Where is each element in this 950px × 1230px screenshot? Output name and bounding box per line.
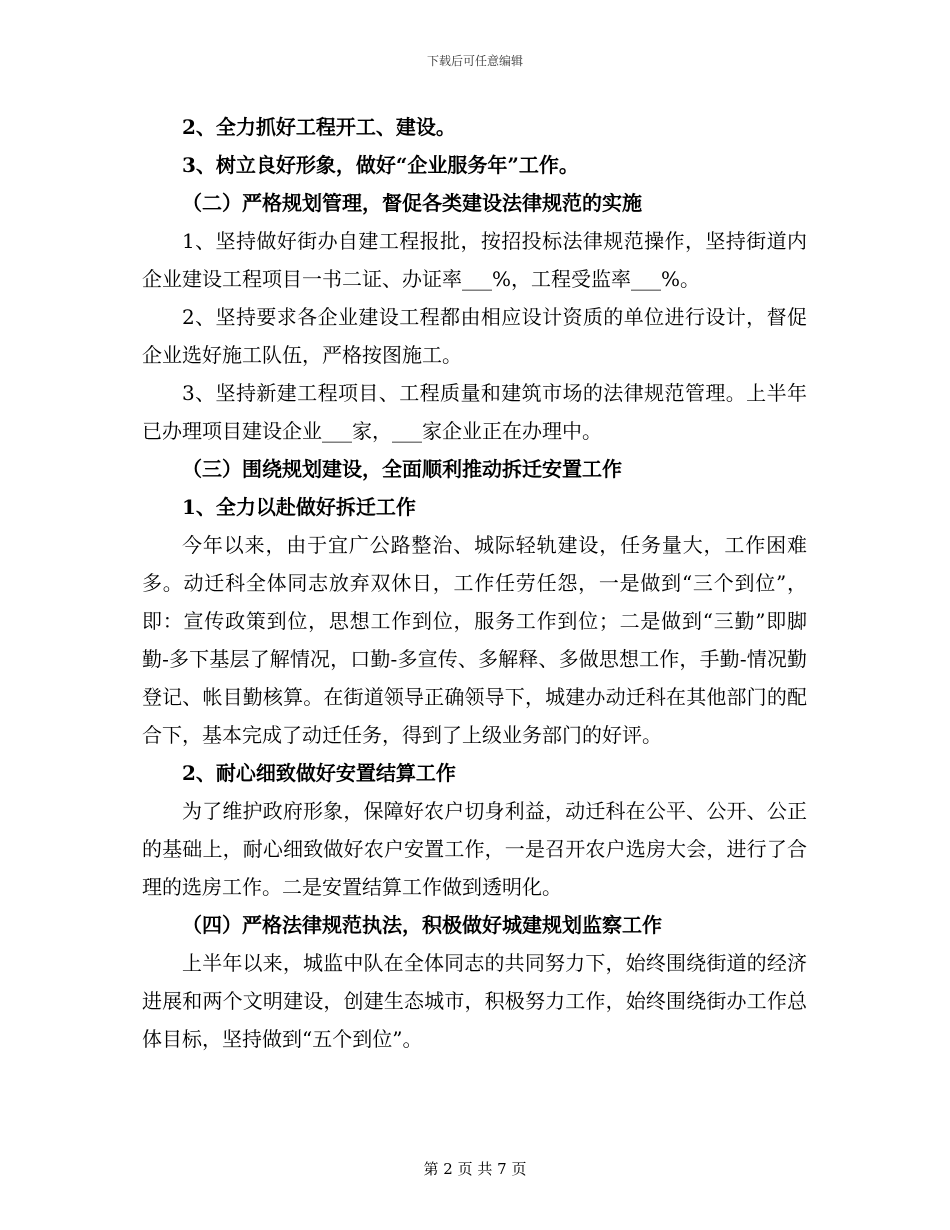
paragraph-settlement: 为了维护政府形象，保障好农户切身利益，动迁科在公平、公开、公正的基础上，耐心细致做好农户安置工作，一是召开农户选房大会，进行了合理的选房工作。二是安置结算工作做到透明化。 (142, 799, 807, 899)
document-body (142, 108, 807, 1058)
paragraph-3: 1、坚持做好街办自建工程报批，按招投标法律规范操作，坚持街道内企业建设工程项目一书二证、办证率___%，工程受监率___%。 (142, 229, 807, 291)
section-heading-2: （二）严格规划管理，督促各类建设法律规范的实施 (182, 191, 642, 215)
paragraph-2: 3、树立良好形象，做好“企业服务年”工作。 (182, 153, 579, 177)
paragraph-4: 2、坚持要求各企业建设工程都由相应设计资质的单位进行设计，督促企业选好施工队伍，严格按图施工。 (142, 305, 807, 367)
paragraph-inspection: 上半年以来，城监中队在全体同志的共同努力下，始终围绕街道的经济进展和两个文明建设，创建生态城市，积极努力工作，始终围绕街办工作总体目标，坚持做到“五个到位”。 (142, 951, 807, 1051)
paragraph-demolition: 今年以来，由于宜广公路整治、城际轻轨建设，任务量大，工作困难多。动迁科全体同志放弃双休日，工作任劳任怨，一是做到“三个到位”，即：宣传政策到位，思想工作到位，服务工作到位；二是做到“三勤”即脚勤-多下基层了解情况，口勤-多宣传、多解释、多做思想工作，手勤-情况勤登记、帐目勤核算。在街道领导正确领导下，城建办动迁科在其他部门的配合下，基本完成了动迁任务，得到了上级业务部门的好评。 (142, 533, 807, 747)
page-footer: 第 2 页 共 7 页 (423, 1160, 527, 1178)
section-heading-4: （四）严格法律规范执法，积极做好城建规划监察工作 (182, 913, 662, 937)
page-header: 下载后可任意编辑 (426, 54, 523, 68)
paragraph-1: 2、全力抓好工程开工、建设。 (182, 115, 456, 139)
subheading-demolition: 1、全力以赴做好拆迁工作 (182, 495, 416, 519)
section-heading-3: （三）围绕规划建设，全面顺利推动拆迁安置工作 (182, 457, 622, 481)
paragraph-5: 3、坚持新建工程项目、工程质量和建筑市场的法律规范管理。上半年已办理项目建设企业___家，___家企业正在办理中。 (142, 381, 807, 443)
subheading-settlement: 2、耐心细致做好安置结算工作 (182, 761, 456, 785)
